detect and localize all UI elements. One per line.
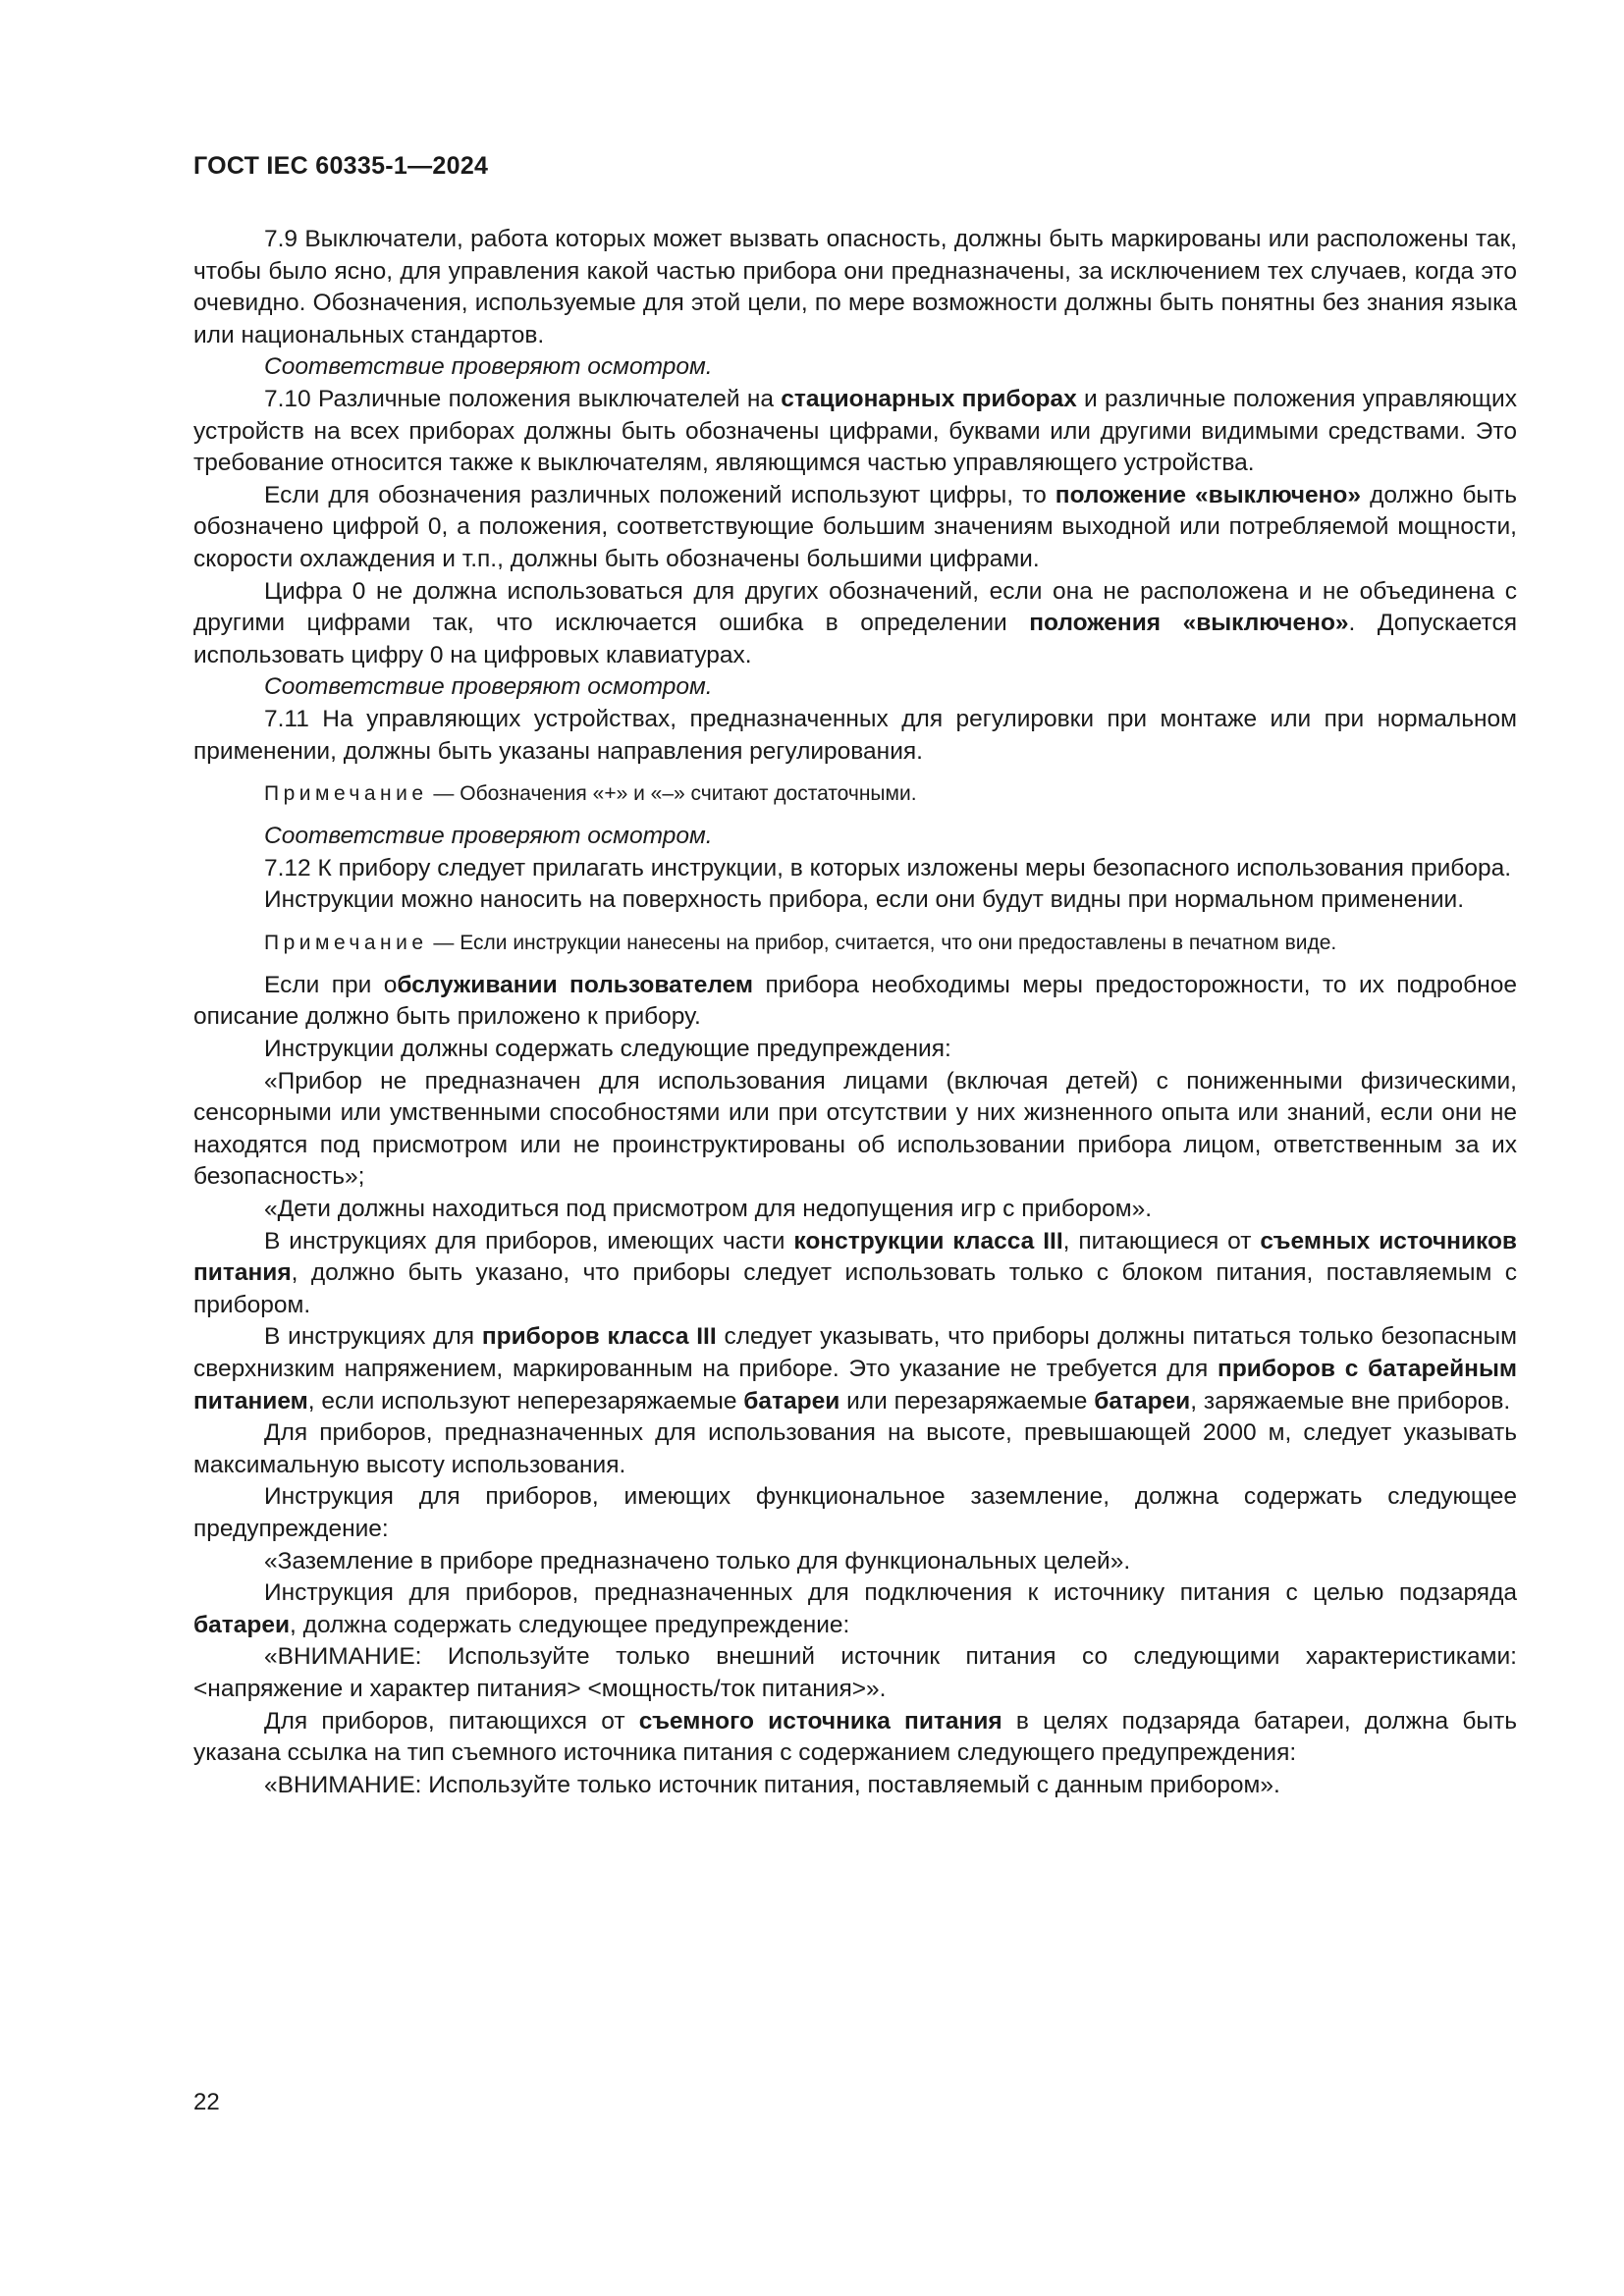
paragraph-7-9: 7.9 Выключатели, работа которых может вызвать опасность, должны быть маркированы или расположены так, чтобы было ясно, для управления какой частью прибора они предназначены, за исключением тех случаев, когда это очевидно. Обозначения, используемые для этой цели, по мере возможности должны быть понятны без знания языка или национальных стандартов. — [193, 226, 1517, 348]
note: Примечание — Обозначения «+» и «–» считают достаточными. — [264, 782, 917, 806]
paragraph: «ВНИМАНИЕ: Используйте только внешний источник питания со следующими характеристиками: <напряжение и характер питания> <мощность/ток питания>». — [193, 1643, 1517, 1702]
paragraph: Инструкции должны содержать следующие предупреждения: — [264, 1036, 951, 1063]
paragraph: Инструкции можно наносить на поверхность прибора, если они будут видны при нормальном применении. — [264, 886, 1465, 914]
paragraph: Цифра 0 не должна использоваться для других обозначений, если она не расположена и не объединена с другими цифрами так, что исключается ошибка в определении положения «выключено». Допускается использовать цифру 0 на цифровых клавиатурах. — [193, 577, 1517, 668]
document-header: ГОСТ IEC 60335-1—2024 — [193, 152, 489, 180]
document-body — [193, 224, 1517, 1801]
paragraph: В инструкциях для приборов, имеющих части конструкции класса III, питающиеся от съемных источников питания, должно быть указано, что приборы следует использовать только с блоком питания, поставляемым с прибором. — [193, 1227, 1517, 1318]
paragraph: Если при обслуживании пользователем прибора необходимы меры предосторожности, то их подробное описание должно быть приложено к прибору. — [193, 971, 1517, 1031]
paragraph: «ВНИМАНИЕ: Используйте только источник питания, поставляемый с данным прибором». — [264, 1771, 1280, 1798]
paragraph: Инструкция для приборов, предназначенных для подключения к источнику питания с целью подзаряда батареи, должна содержать следующее предупреждение: — [193, 1579, 1517, 1638]
paragraph: Для приборов, питающихся от съемного источника питания в целях подзаряда батареи, должна быть указана ссылка на тип съемного источника питания с содержанием следующего предупреждения: — [193, 1707, 1517, 1767]
paragraph-7-11: 7.11 На управляющих устройствах, предназначенных для регулировки при монтаже или при нормальном применении, должны быть указаны направления регулирования. — [193, 705, 1517, 765]
paragraph: «Дети должны находиться под присмотром для недопущения игр с прибором». — [264, 1196, 1152, 1223]
paragraph: В инструкциях для приборов класса III следует указывать, что приборы должны питаться только безопасным сверхнизким напряжением, маркированным на приборе. Это указание не требуется для приборов с батарейным питанием, если используют неперезаряжаемые батареи или перезаряжаемые батареи, заряжаемые вне приборов. — [193, 1323, 1517, 1415]
paragraph: Для приборов, предназначенных для использования на высоте, превышающей 2000 м, следует указывать максимальную высоту использования. — [193, 1419, 1517, 1478]
paragraph: Если для обозначения различных положений используют цифры, то положение «выключено» должно быть обозначено цифрой 0, а положения, соответствующие большим значениям выходной или потребляемой мощности, скорости охлаждения и т.п., должны быть обозначены большими цифрами. — [193, 481, 1517, 572]
note: Примечание — Если инструкции нанесены на прибор, считается, что они предоставлены в печатном виде. — [264, 931, 1337, 954]
paragraph-7-12: 7.12 К прибору следует прилагать инструкции, в которых изложены меры безопасного использования прибора. — [264, 854, 1512, 881]
compliance-note: Соответствие проверяют осмотром. — [264, 353, 713, 381]
compliance-note: Соответствие проверяют осмотром. — [264, 673, 713, 701]
page-number: 22 — [193, 2089, 220, 2115]
paragraph: «Заземление в приборе предназначено только для функциональных целей». — [264, 1547, 1131, 1575]
compliance-note: Соответствие проверяют осмотром. — [264, 823, 713, 850]
paragraph: Инструкция для приборов, имеющих функциональное заземление, должна содержать следующее предупреждение: — [193, 1483, 1517, 1542]
paragraph: «Прибор не предназначен для использования лицами (включая детей) с пониженными физическими, сенсорными или умственными способностями или при отсутствии у них жизненного опыта или знаний, если они не находятся под присмотром или не проинструктированы об использовании прибора лицом, ответственным за их безопасность»; — [193, 1067, 1517, 1191]
paragraph-7-10: 7.10 Различные положения выключателей на стационарных приборах и различные положения управляющих устройств на всех приборах должны быть обозначены цифрами, буквами или другими видимыми средствами. Это требование относится также к выключателям, являющимся частью управляющего устройства. — [193, 385, 1517, 477]
